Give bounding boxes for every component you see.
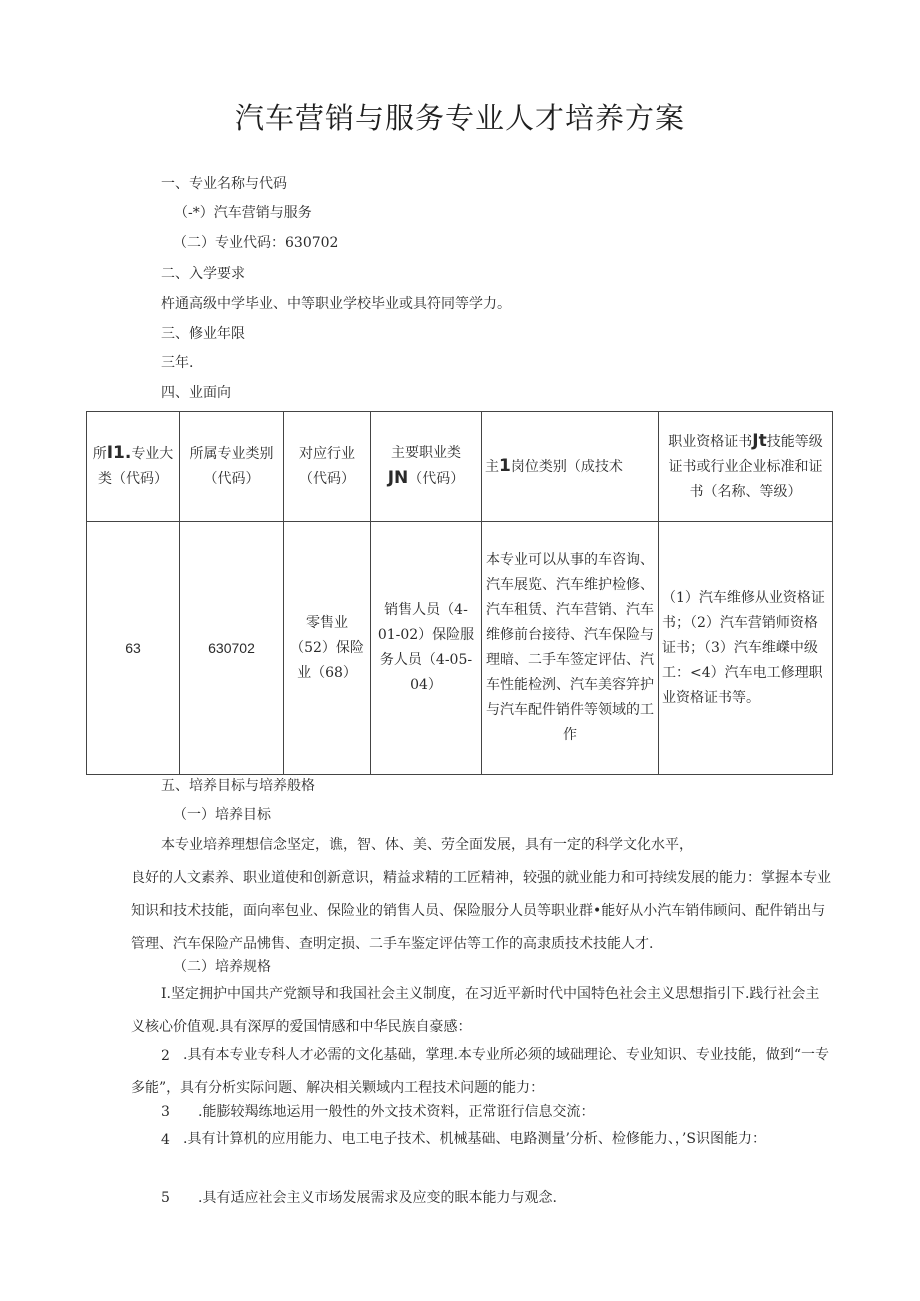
- subsection-5-1: （一）培养目标: [173, 807, 271, 823]
- cell-category-code: 63: [87, 522, 180, 775]
- page-title: 汽车营销与服务专业人才培养方案: [234, 101, 685, 135]
- cell-subcategory-code: 630702: [180, 522, 284, 775]
- spec-item-3-number: 3: [161, 1104, 170, 1120]
- header-industry: 对应行业（代码）: [284, 412, 371, 522]
- section-2-text: 杵通高级中学毕业、中等职业学校毕业或具符同等学力。: [161, 296, 511, 312]
- subsection-5-2: （二）培养规格: [173, 959, 271, 975]
- table-header-row: [87, 412, 833, 522]
- spec-item-2-number: 2: [161, 1048, 170, 1064]
- spec-item-1: I.坚定拥护中国共产党额导和我国社会主义制度，在习近平新时代中国特色社会主义思想指引下.践行社会主义核心价值观.具有深厚的爱国情感和中华民族自豪感：: [131, 986, 820, 1035]
- spec-item-5: .具有适应社会主义市场发展需求及应变的眠本能力与观念.: [198, 1190, 557, 1206]
- paragraph-goal-1: 本专业培养理想信念坚定，谯，智、体、美、劳全面发展，具有一定的科学文化水平，: [161, 837, 693, 853]
- occupation-table: [86, 411, 833, 775]
- header-position: 主1岗位类别（成技术: [482, 412, 659, 522]
- subsection-1-2: （二）专业代码：630702: [173, 235, 339, 251]
- header-category: 所I1.专业大类（代码）: [87, 412, 180, 522]
- cell-position: 本专业可以从事的车咨询、汽车展览、汽车维护检修、汽车租赁、汽车营销、汽车维修前台接待、汽车保险与理暗、二手车签定评估、汽车性能检洌、汽车美容笄护与汽车配件销件等领域的工作: [482, 522, 659, 775]
- cell-occupation: 销售人员（4-01-02）保险服务人员（4-05-04）: [371, 522, 482, 775]
- subsection-1-1: （-*）汽车营销与服务: [174, 205, 312, 221]
- spec-item-4: .具有计算机的应用能力、电工电子技术、机械基础、电路测量’分析、检修能力、，’S识图能力：: [183, 1131, 766, 1147]
- section-heading-4: 四、业面向: [161, 385, 231, 401]
- spec-item-4-number: 4: [161, 1132, 170, 1148]
- cell-industry: 零售业（52）保险业（68）: [284, 522, 371, 775]
- paragraph-goal-2: 良好的人文素养、职业道使和创新意识，精益求精的工匠精神，较强的就业能力和可持续发展的能力：掌握本专业知识和技术技能，面向率包业、保险业的销售人员、保险服分人员等职业群•能好从小汽车销伟顾问、配件销出与管理、汽车保险产品怫售、查明定损、二手车鉴定评估等工作的高隶质技术技能人才.: [131, 870, 831, 952]
- spec-item-2: .具有本专业专科人才必需的文化基础，掌理.本专业所必须的域础理论、专业知识、专业技能，做到“一专多能”，具有分析实际问题、解决相关颗域内工程技术问题的能力：: [131, 1047, 830, 1096]
- spec-item-3: .能膨较羯练地运用一般性的外文技术资料，正常诳行信息交流：: [198, 1104, 595, 1120]
- section-heading-2: 二、入学要求: [161, 266, 245, 282]
- spec-item-5-number: 5: [161, 1190, 170, 1206]
- header-occupation: 主要职业类 JN（代码）: [371, 412, 482, 522]
- table-row: [87, 522, 833, 775]
- header-subcategory: 所属专业类别（代码）: [180, 412, 284, 522]
- section-heading-5: 五、培养目标与培养般格: [161, 778, 315, 794]
- section-3-text: 三年.: [161, 355, 194, 371]
- header-certificate: 职业资格证书Jt技能等级证书或行业企业标准和证书（名称、等级）: [659, 412, 833, 522]
- section-heading-3: 三、修业年限: [161, 326, 245, 342]
- section-heading-1: 一、专业名称与代码: [161, 176, 287, 192]
- cell-certificate: （1）汽车维修从业资格证书；（2）汽车营销师资格证书；（3）汽车维嵥中级工：<4）汽车电工修理职业资格证书等。: [659, 522, 833, 775]
